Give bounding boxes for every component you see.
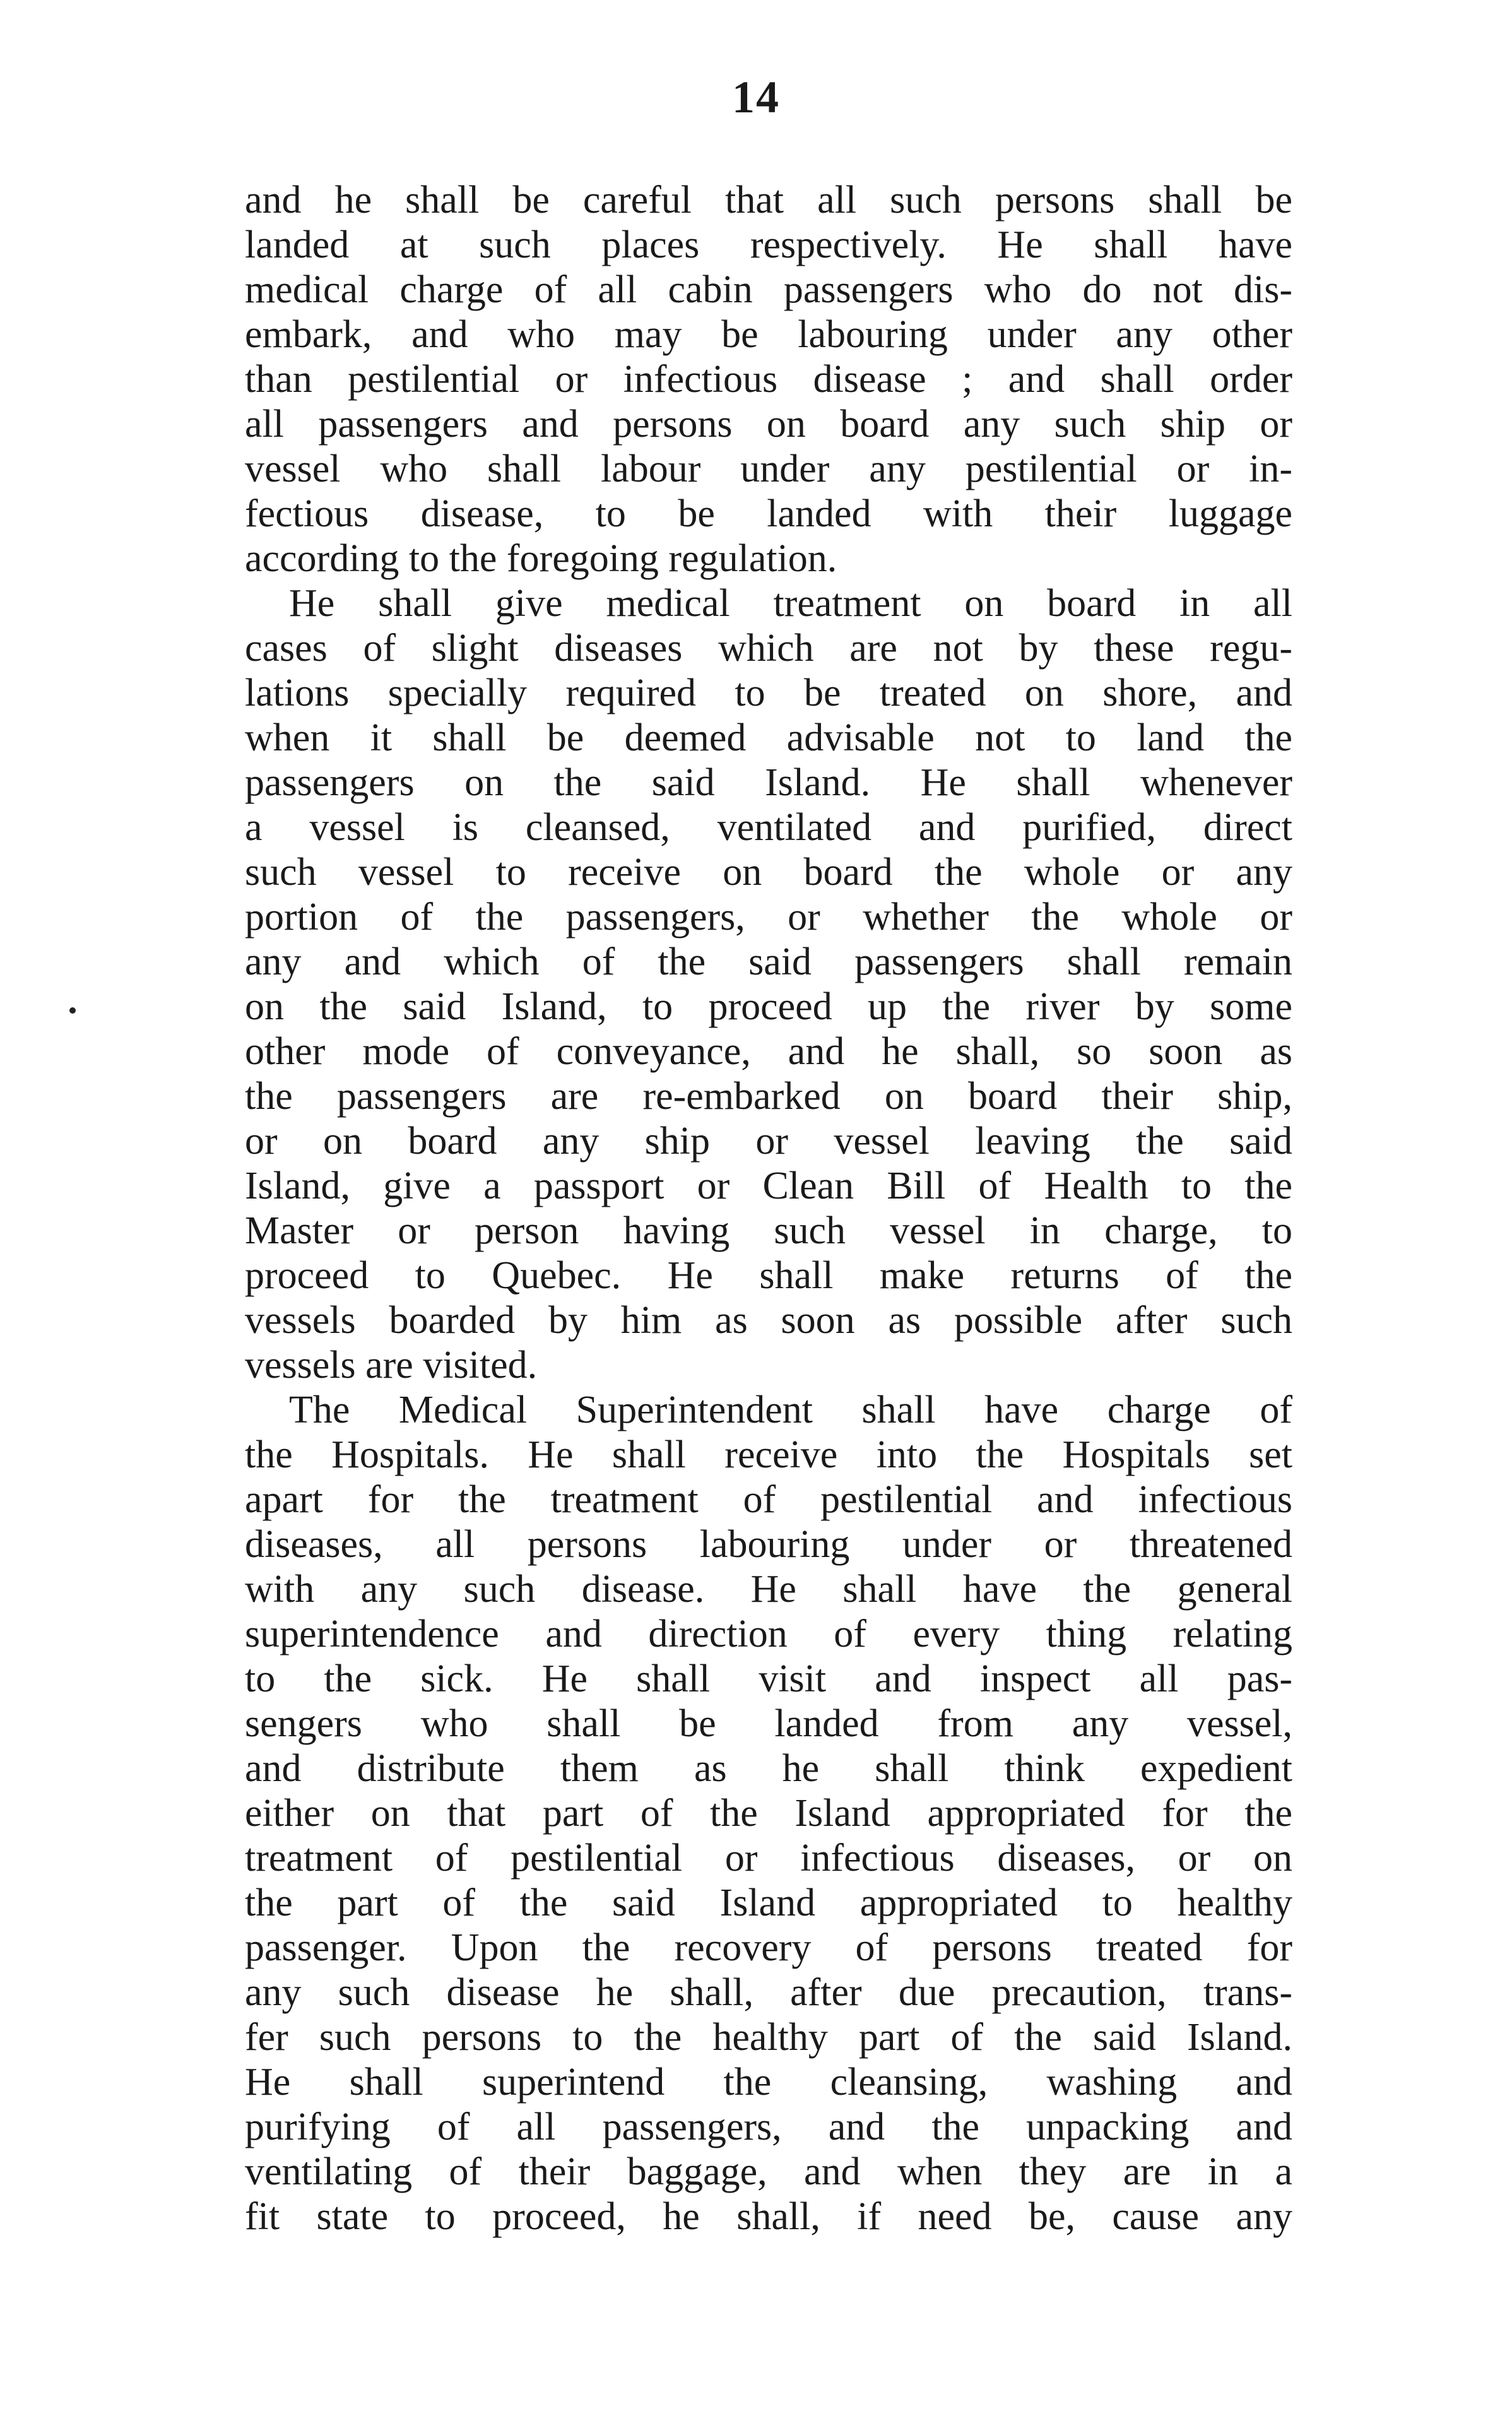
text-line: medical charge of all cabin passengers who do not dis- [245, 268, 1292, 311]
text-line: diseases, all persons labouring under or threatened [245, 1523, 1292, 1566]
text-line: according to the foregoing regulation. [245, 537, 837, 580]
text-line: Island, give a passport or Clean Bill of Health to the [245, 1164, 1292, 1207]
body-text [245, 178, 1292, 2239]
text-line: such vessel to receive on board the whole or any [245, 851, 1292, 894]
text-line: He shall superintend the cleansing, washing and [245, 2061, 1292, 2104]
text-line: cases of slight diseases which are not by these regu- [245, 627, 1292, 670]
text-line: apart for the treatment of pestilential and infectious [245, 1478, 1292, 1521]
text-line: passenger. Upon the recovery of persons treated for [245, 1926, 1292, 1969]
paragraph-start: He shall give medical treatment on board in all [289, 582, 1292, 625]
text-line: vessels are visited. [245, 1344, 538, 1387]
text-line: sengers who shall be landed from any vessel, [245, 1702, 1292, 1745]
text-line: fer such persons to the healthy part of the said Island. [245, 2016, 1292, 2059]
text-line: and distribute them as he shall think expedient [245, 1747, 1292, 1790]
text-line: to the sick. He shall visit and inspect all pas- [245, 1657, 1292, 1700]
text-line: and he shall be careful that all such persons shall be [245, 179, 1292, 222]
text-line: fectious disease, to be landed with their luggage [245, 492, 1292, 535]
text-line: either on that part of the Island appropriated for the [245, 1792, 1292, 1835]
text-line: other mode of conveyance, and he shall, so soon as [245, 1030, 1292, 1073]
text-line: than pestilential or infectious disease ; and shall order [245, 358, 1292, 401]
text-line: with any such disease. He shall have the general [245, 1568, 1292, 1611]
page-number: 14 [732, 72, 780, 122]
text-line: passengers on the said Island. He shall whenever [245, 761, 1292, 804]
text-line: when it shall be deemed advisable not to land the [245, 716, 1292, 759]
text-line: the part of the said Island appropriated to healthy [245, 1881, 1292, 1924]
text-line: Master or person having such vessel in charge, to [245, 1209, 1292, 1252]
text-line: vessel who shall labour under any pestilential or in- [245, 447, 1292, 490]
text-line: fit state to proceed, he shall, if need be, cause any [245, 2195, 1292, 2238]
text-line: or on board any ship or vessel leaving the said [245, 1120, 1292, 1163]
text-line: portion of the passengers, or whether the whole or [245, 896, 1292, 939]
text-line: lations specially required to be treated on shore, and [245, 672, 1292, 714]
text-line: a vessel is cleansed, ventilated and purified, direct [245, 806, 1292, 849]
margin-mark [69, 1007, 76, 1014]
text-line: any such disease he shall, after due precaution, trans- [245, 1971, 1292, 2014]
text-line: ventilating of their baggage, and when they are in a [245, 2150, 1292, 2193]
text-line: landed at such places respectively. He shall have [245, 223, 1292, 266]
text-line: any and which of the said passengers shall remain [245, 940, 1292, 983]
text-line: embark, and who may be labouring under any other [245, 313, 1292, 356]
text-line: vessels boarded by him as soon as possible after such [245, 1299, 1292, 1342]
text-line: proceed to Quebec. He shall make returns of the [245, 1254, 1292, 1297]
text-line: on the said Island, to proceed up the river by some [245, 985, 1292, 1028]
text-line: all passengers and persons on board any such ship or [245, 403, 1292, 446]
text-line: purifying of all passengers, and the unpacking and [245, 2105, 1292, 2148]
text-line: the Hospitals. He shall receive into the Hospitals set [245, 1433, 1292, 1476]
text-line: superintendence and direction of every thing relating [245, 1613, 1292, 1655]
text-line: the passengers are re-embarked on board their ship, [245, 1075, 1292, 1118]
paragraph-start: The Medical Superintendent shall have charge of [289, 1389, 1292, 1431]
text-line: treatment of pestilential or infectious diseases, or on [245, 1837, 1292, 1880]
